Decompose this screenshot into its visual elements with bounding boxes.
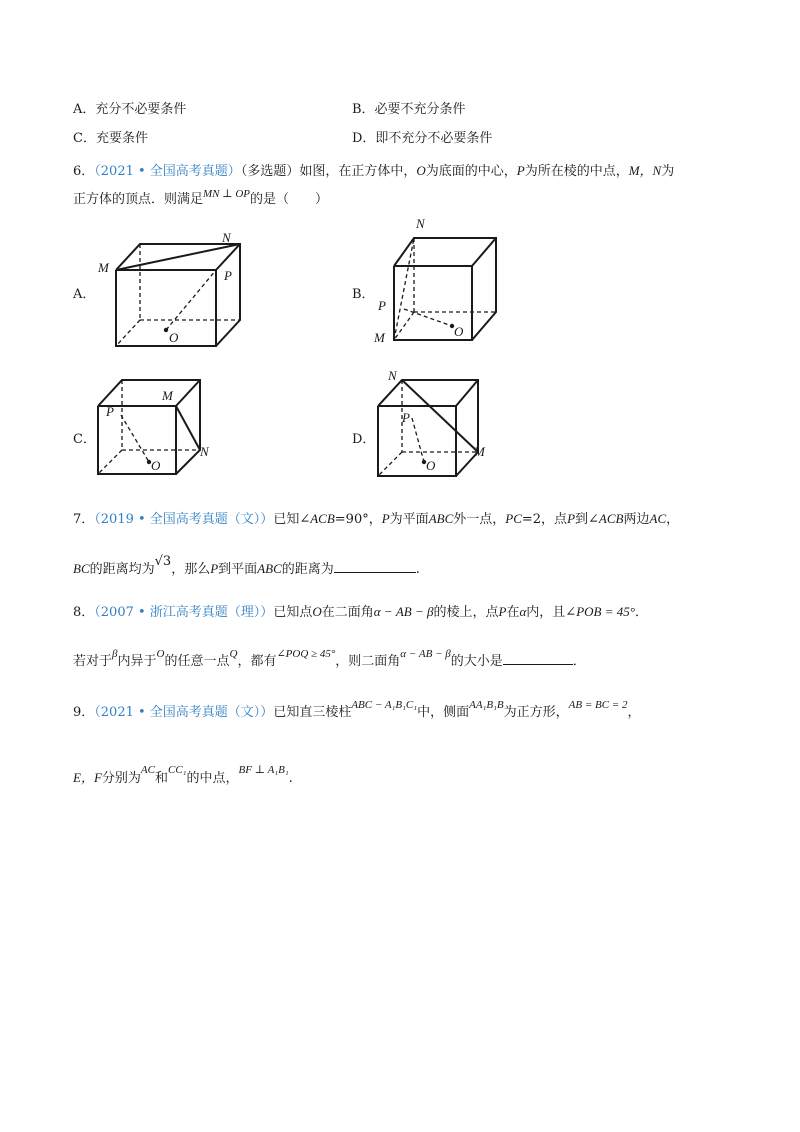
q6-option-d-label: D． <box>352 432 376 447</box>
q7-line1: 7．（2019 • 全国高考真题（文））已知∠ACB=90°，P为平面ABC外一点，PC=2，点P到∠ACB两边AC， <box>73 511 680 527</box>
fig-b-label-m: M <box>374 330 385 345</box>
q5-option-b: B．必要不充分条件 <box>352 102 466 117</box>
fig-a-label-o: O <box>169 330 179 345</box>
q7-source: （2019 • 全国高考真题（文）） <box>94 512 274 527</box>
fig-c-label-o: O <box>151 458 161 473</box>
fig-b-label-p: P <box>378 298 386 313</box>
q7-number: 7． <box>73 512 95 527</box>
q8-source: （2007 • 浙江高考真题（理）） <box>94 605 274 620</box>
q6-figure-a <box>92 222 242 352</box>
q7-line2: BC的距离均为√3，那么P到平面ABC的距离为 . <box>73 554 420 577</box>
q9-source: （2021 • 全国高考真题（文）） <box>94 705 274 720</box>
fig-d-label-n: N <box>388 368 397 383</box>
fig-d-label-o: O <box>426 458 436 473</box>
q6-figure-b <box>370 214 505 349</box>
q6-line1: 6．（2021 • 全国高考真题）（多选题）如图，在正方体中，O为底面的中心，P为所在棱的中点，M，N为 <box>73 163 675 179</box>
fig-d-label-m: M <box>474 444 485 459</box>
q6-figure-d <box>372 366 497 482</box>
fig-a-label-p: P <box>224 268 232 283</box>
q5-option-a: A．充分不必要条件 <box>73 102 187 117</box>
q9-number: 9． <box>73 705 95 720</box>
fig-b-label-n: N <box>416 216 425 231</box>
fig-a-label-n: N <box>222 230 231 245</box>
q6-option-b-label: B． <box>352 287 375 302</box>
q6-line2: 正方体的顶点．则满足$^{MN \perp OP}$的是（ ） <box>73 188 329 207</box>
q7-sqrt: √3 <box>154 554 172 569</box>
q6-number: 6． <box>73 164 95 179</box>
fig-c-label-m: M <box>162 388 173 403</box>
q6-source: （2021 • 全国高考真题） <box>94 164 241 179</box>
q6-figure-c <box>88 370 223 482</box>
q8-line2: 若对于$^\beta$内异于$^O$的任意一点$^Q$，都有$^{\angle POQ \ge 45^\circ}$，则二面角$^{\alpha - AB - \beta}$的大小是 ． <box>73 648 586 669</box>
fig-d-label-p: P <box>402 410 410 425</box>
q5-option-c: C．充要条件 <box>73 131 148 146</box>
q5-option-d: D．即不充分不必要条件 <box>352 131 493 146</box>
fig-b-label-o: O <box>454 324 464 339</box>
q8-answer-blank[interactable] <box>503 653 573 665</box>
q9-line1: 9．（2021 • 全国高考真题（文））已知直三棱柱$^{ABC - A_1B_1C_1}$中，侧面$^{AA_1B_1B}$为正方形，$^{AB = BC = 2}$， <box>73 699 641 720</box>
fig-a-label-m: M <box>98 260 109 275</box>
q8-number: 8． <box>73 605 95 620</box>
q8-line1: 8．（2007 • 浙江高考真题（理））已知点O在二面角α − AB − β的棱上，点P在α内，且∠POB = 45°． <box>73 604 648 620</box>
q6-option-c-label: C． <box>73 432 96 447</box>
fig-c-label-n: N <box>200 444 209 459</box>
q9-line2: E，F分别为$^{AC}$和$^{CC_1}$的中点，$^{BF \perp A_1B_1}$. <box>73 764 293 786</box>
q6-option-a-label: A． <box>73 287 96 302</box>
q6-formula: MN ⊥ OP <box>203 188 251 200</box>
q7-answer-blank[interactable] <box>334 561 416 573</box>
fig-c-label-p: P <box>106 404 114 419</box>
